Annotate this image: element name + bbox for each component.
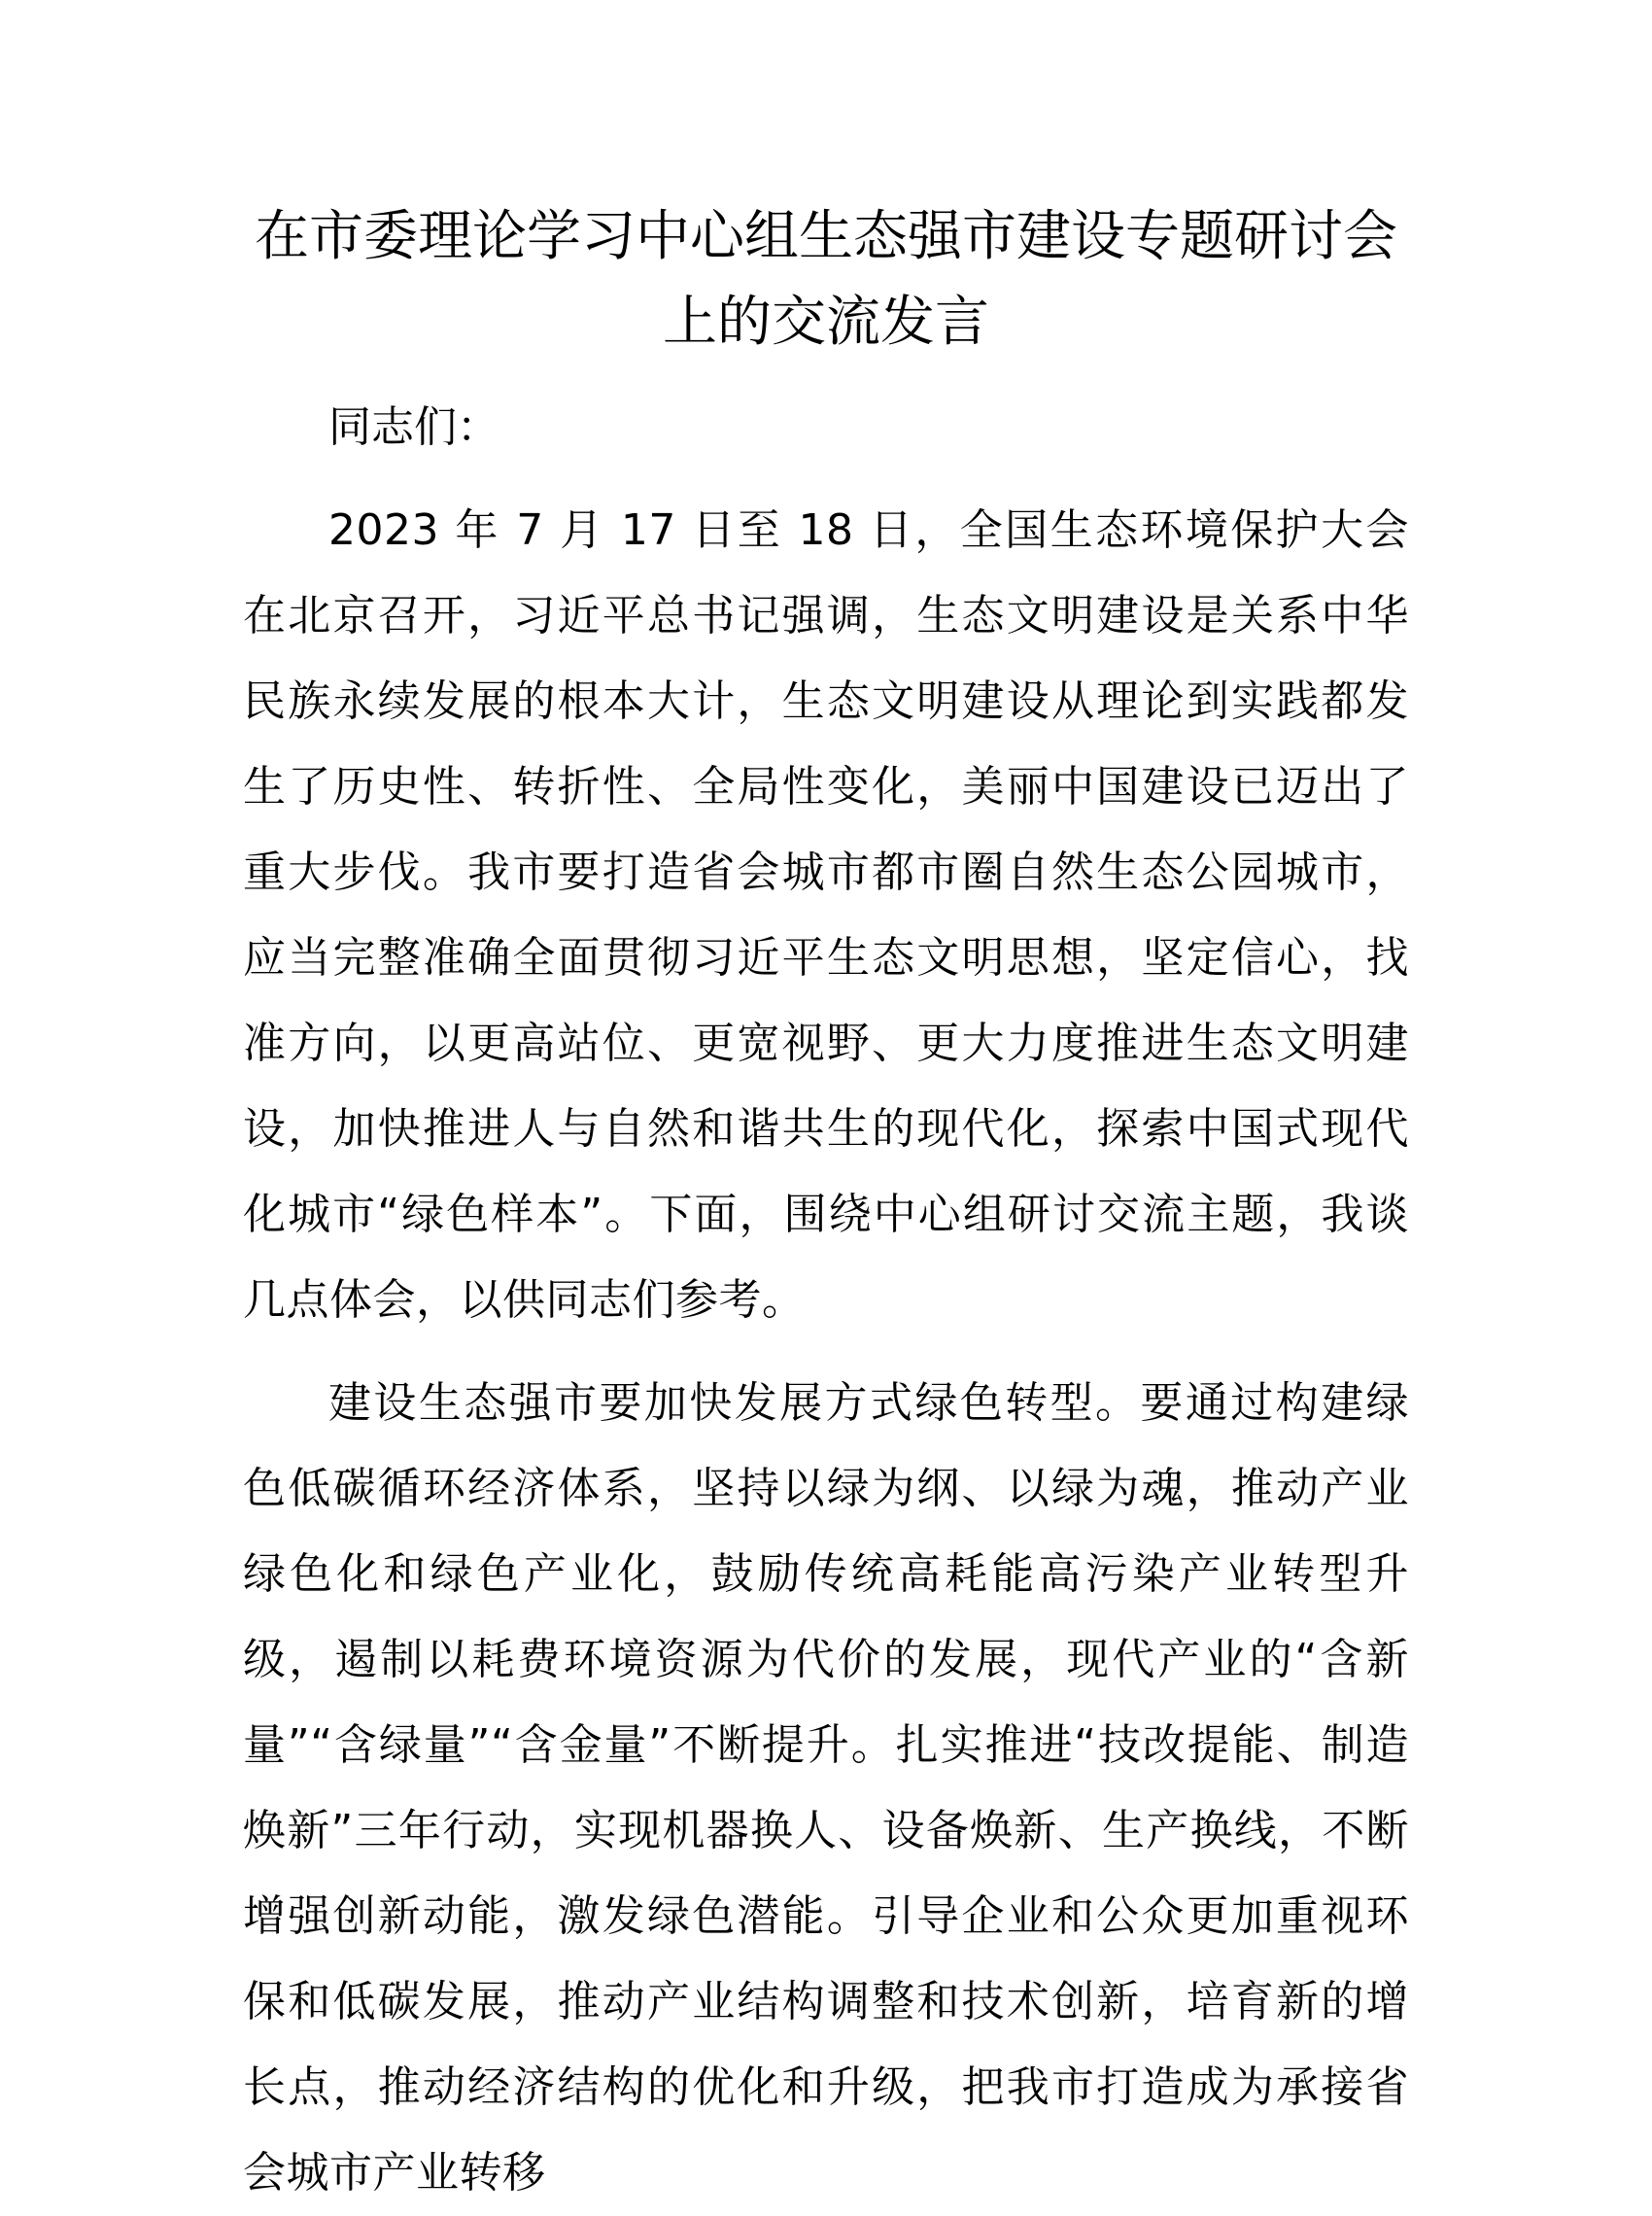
document-title: 在市委理论学习中心组生态强市建设专题研讨会上的交流发言 xyxy=(255,205,1397,354)
document-page xyxy=(243,194,1409,2216)
paragraph-2: 建设生态强市要加快发展方式绿色转型。要通过构建绿色低碳循环经济体系，坚持以绿为纲、以绿为魂，推动产业绿色化和绿色产业化，鼓励传统高耗能高污染产业转型升级，遏制以耗费环境资源为代价的发展，现代产业的“含新量”“含绿量”“含金量”不断提升。扎实推进“技改提能、制造焕新”三年行动，实现机器换人、设备焕新、生产换线，不断增强创新动能，激发绿色潜能。引导企业和公众更加重视环保和低碳发展，推动产业结构调整和技术创新，培育新的增长点，推动经济结构的优化和升级，把我市打造成为承接省会城市产业转移 xyxy=(243,1378,1409,2198)
salutation: 同志们： xyxy=(328,402,499,452)
paragraph-1: 2023 年 7 月 17 日至 18 日，全国生态环境保护大会在北京召开，习近平总书记强调，生态文明建设是关系中华民族永续发展的根本大计，生态文明建设从理论到实践都发生了历史性、转折性、全局性变化，美丽中国建设已迈出了重大步伐。我市要打造省会城市都市圈自然生态公园城市，应当完整准确全面贯彻习近平生态文明思想，坚定信心，找准方向，以更高站位、更宽视野、更大力度推进生态文明建设，加快推进人与自然和谐共生的现代化，探索中国式现代化城市“绿色样本”。下面，围绕中心组研讨交流主题，我谈几点体会，以供同志们参考。 xyxy=(243,505,1409,1325)
